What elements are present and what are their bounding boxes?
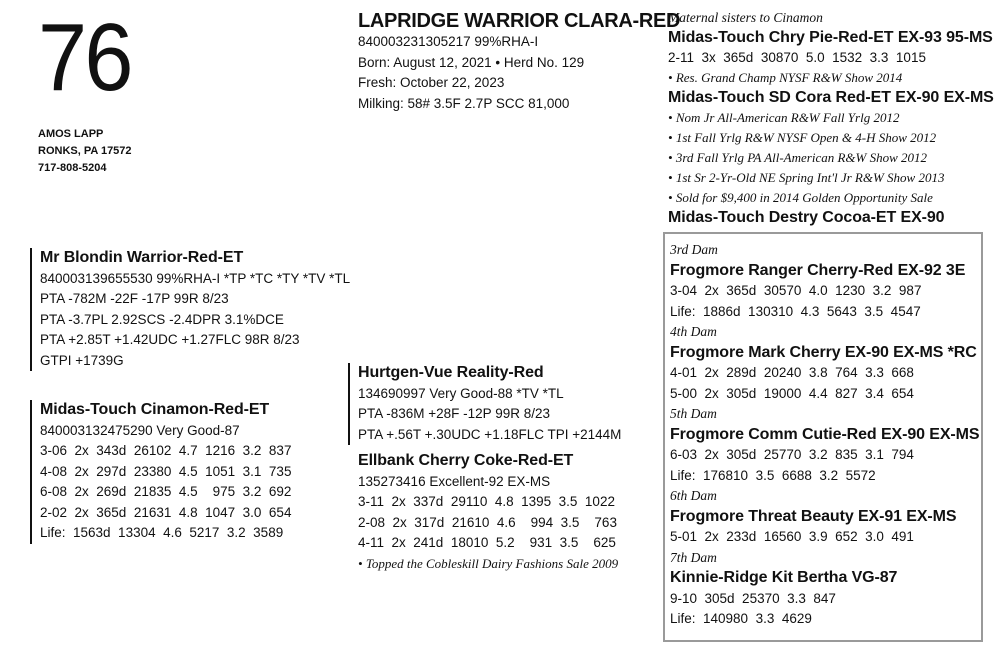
maternal-grandsire-line: PTA -836M +28F -12P 99R 8/23 — [358, 406, 550, 421]
ancestors-block — [670, 240, 979, 630]
ancestor-record: 5-00 2x 305d 19000 4.4 827 3.4 654 — [670, 385, 914, 401]
sire-block — [30, 248, 350, 371]
ancestor-record: 3-04 2x 365d 30570 4.0 1230 3.2 987 — [670, 283, 922, 298]
ancestor-name: Frogmore Ranger Cherry-Red — [670, 261, 894, 279]
animal-name: LAPRIDGE WARRIOR CLARA-RED — [358, 10, 681, 32]
sister-note: • Res. Grand Champ NYSF R&W Show 2014 — [668, 68, 994, 88]
ancestor-name: Kinnie-Ridge Kit Bertha — [670, 569, 848, 586]
ancestor-label: 7th Dam — [670, 549, 717, 565]
maternal-grandsire-line: 134690997 Very Good-88 *TV *TL — [358, 385, 564, 401]
lot-number: 76 — [38, 4, 131, 111]
ancestor-name: Frogmore Threat Beauty — [670, 507, 854, 525]
dam-line: 6-08 2x 269d 21835 4.5 975 3.2 692 — [40, 484, 292, 499]
sister-name: Midas-Touch Destry Cocoa-ET — [668, 209, 897, 226]
ancestor-name: Frogmore Mark Cherry — [670, 343, 841, 361]
ancestor-label: 5th Dam — [670, 406, 717, 421]
maternal-granddam-block — [348, 451, 618, 574]
ancestor-label: 6th Dam — [670, 488, 717, 503]
consignor-name: AMOS LAPP — [38, 128, 104, 140]
ancestor-record: 6-03 2x 305d 25770 3.2 835 3.1 794 — [670, 447, 914, 462]
animal-id: 840003231305217 99%RHA-I — [358, 34, 539, 49]
sire-name: Mr Blondin Warrior-Red-ET — [40, 249, 244, 266]
maternal-grandsire-name: Hurtgen-Vue Reality-Red — [358, 364, 544, 381]
sire-line: PTA -782M -22F -17P 99R 8/23 — [40, 291, 229, 306]
sire-line: 840003139655530 99%RHA-I *TP *TC *TY *TV *TL — [40, 270, 351, 286]
dam-line: 2-02 2x 365d 21631 4.8 1047 3.0 654 — [40, 504, 292, 520]
ancestor-label: 4th Dam — [670, 324, 717, 339]
ancestor-classification: EX-91 EX-MS — [853, 507, 957, 525]
sister-note: • 3rd Fall Yrlg PA All-American R&W Show 2012 — [668, 148, 994, 168]
ancestor-label: 3rd Dam — [670, 242, 718, 257]
maternal-grandsire-line: PTA +.56T +.30UDC +1.18FLC TPI +2144M — [358, 426, 622, 442]
ancestor-classification: EX-90 EX-MS *RC — [840, 343, 977, 361]
ancestor-classification: EX-92 3E — [893, 261, 966, 279]
sister-classification: EX-90 — [896, 209, 945, 226]
dam-name: Midas-Touch Cinamon-Red-ET — [40, 401, 270, 418]
dam-block — [30, 400, 291, 544]
sister-classification: EX-93 95-MS — [893, 29, 993, 46]
dam-line: 840003132475290 Very Good-87 — [40, 422, 240, 438]
animal-fresh: Fresh: October 22, 2023 — [358, 75, 505, 90]
sister-note: • Sold for $9,400 in 2014 Golden Opportunity Sale — [668, 188, 994, 208]
maternal-granddam-line: 3-11 2x 337d 29110 4.8 1395 3.5 1022 — [358, 494, 615, 509]
ancestor-name: Frogmore Comm Cutie-Red — [670, 425, 877, 443]
ancestor-record: Life: 1886d 130310 4.3 5643 3.5 4547 — [670, 303, 921, 319]
ancestor-classification: EX-90 EX-MS — [876, 425, 980, 443]
ancestor-record: 9-10 305d 25370 3.3 847 — [670, 590, 836, 606]
maternal-granddam-line: 4-11 2x 241d 18010 5.2 931 3.5 625 — [358, 535, 616, 550]
animal-milking: Milking: 58# 3.5F 2.7P SCC 81,000 — [358, 95, 570, 111]
sister-name: Midas-Touch Chry Pie-Red-ET — [668, 29, 894, 46]
ancestor-record: 4-01 2x 289d 20240 3.8 764 3.3 668 — [670, 365, 914, 380]
consignor-info — [38, 126, 132, 177]
maternal-sisters-heading: Maternal sisters to Cinamon — [668, 10, 823, 25]
consignor-phone: 717-808-5204 — [38, 162, 107, 174]
ancestor-record: Life: 140980 3.3 4629 — [670, 611, 812, 626]
maternal-granddam-line: 2-08 2x 317d 21610 4.6 994 3.5 763 — [358, 514, 617, 530]
sister-note: • 1st Sr 2-Yr-Old NE Spring Int'l Jr R&W Show 2013 — [668, 168, 994, 188]
sister-name: Midas-Touch SD Cora Red-ET — [668, 89, 891, 106]
sire-line: GTPI +1739G — [40, 352, 124, 368]
sister-note: • Nom Jr All-American R&W Fall Yrlg 2012 — [668, 108, 994, 128]
sister-record: 2-11 3x 365d 30870 5.0 1532 3.3 1015 — [668, 50, 926, 65]
ancestor-record: 5-01 2x 233d 16560 3.9 652 3.0 491 — [670, 529, 914, 544]
consignor-city: RONKS, PA 17572 — [38, 145, 132, 157]
dam-line: 3-06 2x 343d 26102 4.7 1216 3.2 837 — [40, 443, 292, 458]
animal-info — [358, 10, 680, 114]
sire-line: PTA -3.7PL 2.92SCS -2.4DPR 3.1%DCE — [40, 311, 284, 327]
ancestor-classification: VG-87 — [847, 569, 898, 586]
maternal-granddam-note: • Topped the Cobleskill Dairy Fashions Sale 2009 — [358, 554, 618, 575]
sister-classification: EX-90 EX-MS — [890, 89, 994, 106]
maternal-grandsire-block — [348, 363, 621, 445]
maternal-granddam-line: 135273416 Excellent-92 EX-MS — [358, 473, 551, 489]
sister-note: • 1st Fall Yrlg R&W NYSF Open & 4-H Show 2012 — [668, 128, 994, 148]
animal-born: Born: August 12, 2021 • Herd No. 129 — [358, 54, 585, 70]
sire-line: PTA +2.85T +1.42UDC +1.27FLC 98R 8/23 — [40, 332, 300, 347]
dam-line: 4-08 2x 297d 23380 4.5 1051 3.1 735 — [40, 463, 292, 479]
maternal-sisters-block — [668, 8, 994, 228]
maternal-granddam-name: Ellbank Cherry Coke-Red-ET — [358, 452, 574, 469]
dam-line: Life: 1563d 13304 4.6 5217 3.2 3589 — [40, 525, 284, 540]
ancestor-record: Life: 176810 3.5 6688 3.2 5572 — [670, 467, 876, 483]
